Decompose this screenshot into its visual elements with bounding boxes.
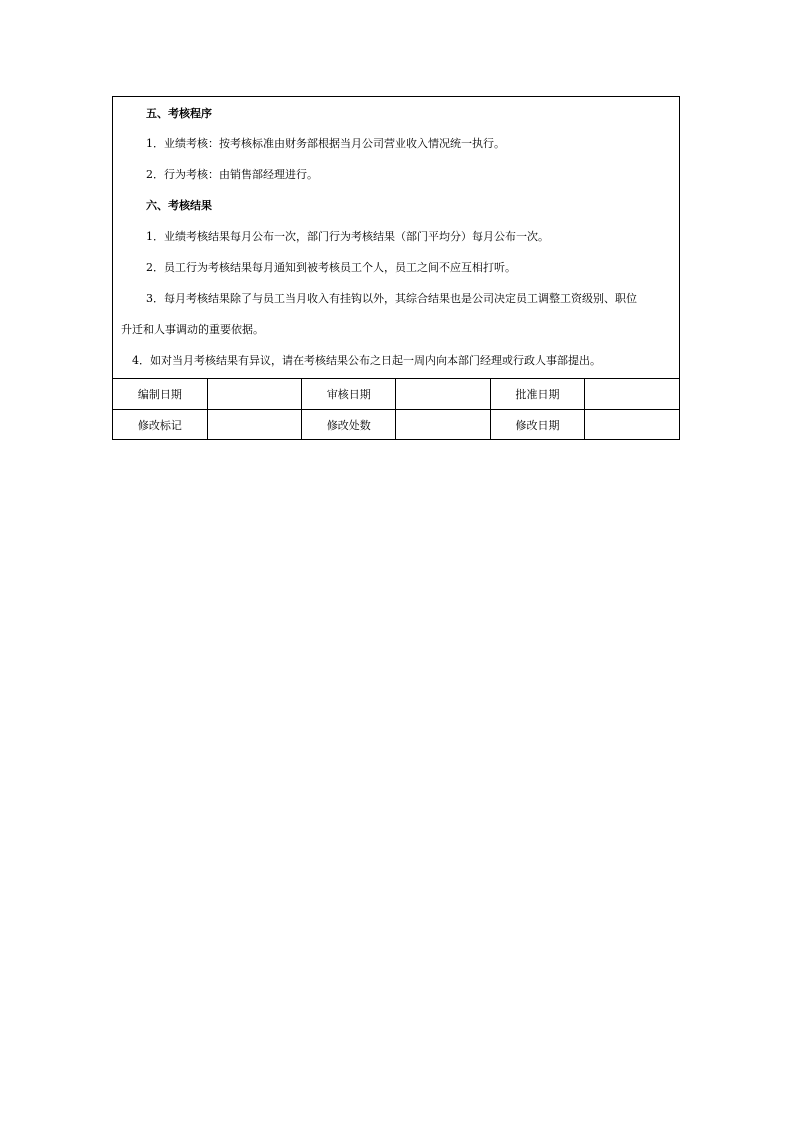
label-revision-count: 修改处数: [302, 410, 396, 441]
value-revision-date: [585, 410, 679, 441]
procedure-item-1: 1．业绩考核：按考核标准由财务部根据当月公司营业收入情况统一执行。: [146, 137, 505, 150]
label-review-date: 审核日期: [302, 379, 396, 410]
sign-off-row-revision: [113, 410, 679, 441]
result-item-2: 2．员工行为考核结果每月通知到被考核员工个人，员工之间不应互相打听。: [146, 261, 516, 274]
sign-off-row-creation: [113, 379, 679, 410]
label-revision-mark: 修改标记: [113, 410, 207, 441]
label-compile-date: 编制日期: [113, 379, 207, 410]
sign-off-table: [113, 378, 679, 440]
result-item-4: 4．如对当月考核结果有异议，请在考核结果公布之日起一周内向本部门经理或行政人事部提出。: [132, 354, 601, 367]
label-approve-date: 批准日期: [490, 379, 584, 410]
value-revision-count: [396, 410, 490, 441]
procedure-item-2: 2．行为考核：由销售部经理进行。: [146, 168, 318, 181]
document-frame: [112, 96, 680, 440]
document-body: [113, 97, 679, 378]
value-approve-date: [585, 379, 679, 410]
value-review-date: [396, 379, 490, 410]
value-revision-mark: [207, 410, 301, 441]
result-item-1: 1．业绩考核结果每月公布一次，部门行为考核结果（部门平均分）每月公布一次。: [146, 230, 549, 243]
section-heading-results: 六、考核结果: [146, 199, 212, 212]
value-compile-date: [207, 379, 301, 410]
section-heading-procedure: 五、考核程序: [146, 107, 212, 120]
label-revision-date: 修改日期: [490, 410, 584, 441]
result-item-3-continuation: 升迁和人事调动的重要依据。: [121, 323, 264, 336]
result-item-3: 3．每月考核结果除了与员工当月收入有挂钩以外，其综合结果也是公司决定员工调整工资级别、职位: [146, 292, 637, 305]
